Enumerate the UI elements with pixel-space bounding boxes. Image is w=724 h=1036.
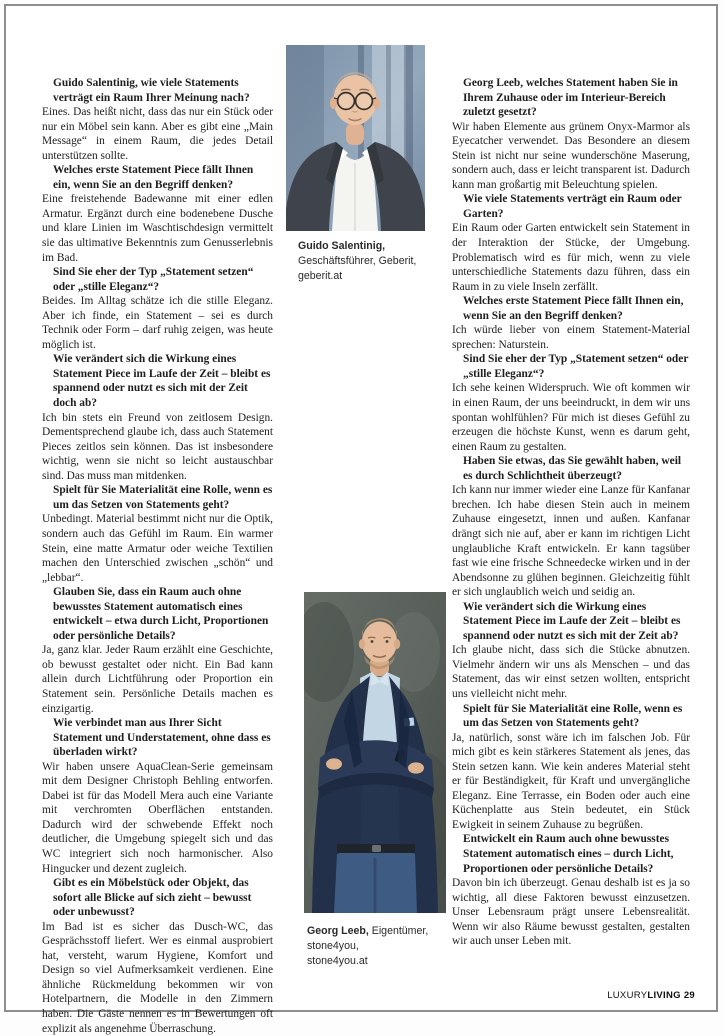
portrait-photo-1-illustration	[286, 45, 425, 231]
caption-name: Georg Leeb,	[307, 925, 369, 937]
interview-answer: Eines. Das heißt nicht, dass das nur ein Stück oder nur ein Möbel sein kann. Aber es gibt eine „Main Message“ in einem Raum, die jedes Detail unterstützen sollte.	[42, 106, 273, 162]
magazine-brand-bold: LIVING	[647, 990, 681, 1001]
interview-answer: Beides. Im Alltag schätze ich die stille Eleganz. Aber ich finde, ein Statement – sei es durch Technik oder Form – darf ruhig zeigen, was heute möglich ist.	[42, 295, 273, 351]
interview-answer: Ich sehe keinen Widerspruch. Wie oft kommen wir in einen Raum, der uns beeindruckt, in dem wir uns spontan wohlfühlen? Für mich ist dieses Gefühl zu erzeugen die höchste Kunst, wenn es darum geht, einen Raum zu gestalten.	[452, 382, 690, 453]
caption-website: stone4you.at	[307, 955, 368, 967]
interview-question: Welches erste Statement Piece fällt Ihnen ein, wenn Sie an den Begriff denken?	[53, 164, 254, 191]
interview-answer: Ich bin stets ein Freund von zeitlosem Design. Dementsprechend glaube ich, dass auch Statement Pieces zeitlos sein können. Das ist insbesondere wichtig, wenn sie nicht so leicht austauschbar sind. Das muss man mitdenken.	[42, 411, 273, 482]
page-number: 29	[683, 990, 695, 1001]
page-footer	[607, 990, 695, 1001]
interview-question: Georg Leeb, welches Statement haben Sie in Ihrem Zuhause oder im Interieur-Bereich zuletzt gesetzt?	[463, 77, 678, 119]
interview-answer: Wir haben Elemente aus grünem Onyx-Marmor als Eyecatcher verwendet. Das Besondere an diesem Stein ist nicht nur seine wunderschöne Maserung, sondern auch, dass er leicht transparent ist. Dadurch kann man großartig mit Beleuchtung spielen.	[452, 120, 690, 191]
interview-answer: Wir haben unsere AquaClean-Serie gemeinsam mit dem Designer Christoph Behling entworfen. Dabei ist für das Modell Mera auch eine Variante mit verchromten Oberflächen entstanden. Dadurch wird der schwebende Effekt noch deutlicher, die Umgebung spiegelt sich und das WC integriert sich noch harmonischer. Also Hingucker und dezent zugleich.	[42, 760, 273, 875]
interview-answer: Ich glaube nicht, dass sich die Stücke abnutzen. Vielmehr ändern wir uns als Menschen – und das Statement, das wir einst setzen wollten, entspricht uns vielleicht nicht mehr.	[452, 644, 690, 700]
photo-caption-georg	[307, 924, 445, 969]
interview-question: Wie verändert sich die Wirkung eines Statement Piece im Laufe der Zeit – bleibt es spannend oder nutzt es sich mit der Zeit ab?	[463, 600, 681, 642]
caption-role: Eigentümer,	[368, 925, 429, 937]
photo-caption-guido	[298, 239, 430, 284]
interview-question: Spielt für Sie Materialität eine Rolle, wenn es um das Setzen von Statements geht?	[53, 484, 273, 511]
interview-question: Wie verändert sich die Wirkung eines Statement Piece im Laufe der Zeit – bleibt es spannend oder nutzt es sich mit der Zeit doch ab?	[53, 353, 271, 410]
interview-question: Wie viele Statements verträgt ein Raum oder Garten?	[463, 193, 682, 220]
portrait-photo-2-illustration	[304, 592, 446, 913]
interview-question: Welches erste Statement Piece fällt Ihnen ein, wenn Sie an den Begriff denken?	[463, 295, 684, 322]
interview-answer: Im Bad ist es sicher das Dusch-WC, das Gesprächsstoff liefert. Wer es einmal ausprobiert hat, versteht, warum Hygiene, Komfort und Design so viel Aufmerksamkeit verdienen. Eine ähnliche Rückmeldung bekommen wir von Hotelpartnern, die Modelle in den Zimmern haben. Die Gäste nennen es in Bewertungen oft explizit als angenehme Überraschung.	[42, 920, 273, 1035]
interview-answer: Ich kann nur immer wieder eine Lanze für Kanfanar brechen. Ich habe diesen Stein auch in meinem Zuhause eingesetzt, innen und außen. Kanfanar drängt sich nie auf, aber er kann im richtigen Licht unglaubliche Kraft entwickeln. Er kann tagsüber fast wie eine frische Schneedecke wirken und in der Abendsonne zu glühen beginnen. Gleichzeitig fühlt er sich unglaublich weich und seidig an.	[452, 484, 690, 599]
interview-question: Haben Sie etwas, das Sie gewählt haben, weil es durch Schlichtheit überzeugt?	[463, 455, 682, 482]
interview-answer: Davon bin ich überzeugt. Genau deshalb ist es ja so wichtig, all diese Faktoren bewusst einzusetzen. Unser Lebensraum prägt unsere Lebensrealität. Wenn wir also Räume bewusst gestalten, gestalten wir auch unser Leben mit.	[452, 877, 690, 948]
interview-question: Guido Salentinig, wie viele Statements verträgt ein Raum Ihrer Meinung nach?	[53, 77, 250, 104]
interview-question: Gibt es ein Möbelstück oder Objekt, das sofort alle Blicke auf sich zieht – bewusst oder unbewusst?	[53, 877, 252, 919]
magazine-page	[4, 4, 718, 1035]
caption-role: Geschäftsführer, Geberit,	[298, 255, 417, 267]
interview-question: Spielt für Sie Materialität eine Rolle, wenn es um das Setzen von Statements geht?	[463, 702, 683, 730]
interview-answer: Ein Raum oder Garten entwickelt sein Statement in der Interaktion der Stücke, der Umgebung. Problematisch wird es für mich, wenn zu viele unterschiedliche Statements dazu führen, dass ein Raum in zu viele Inseln zerfällt.	[452, 222, 690, 293]
caption-website: geberit.at	[298, 270, 343, 282]
interview-question: Sind Sie eher der Typ „Statement setzen“ oder „stille Eleganz“?	[463, 353, 689, 380]
interview-answer: Unbedingt. Material bestimmt nicht nur die Optik, sondern auch das Gefühl im Raum. Ein warmer Stein, eine matte Armatur oder weiche Textilien machen den Unterschied zwischen „schön“ und „lebbar“.	[42, 513, 273, 584]
interview-answer: Ja, natürlich, sonst wäre ich im falschen Job. Für mich gibt es kein stärkeres Statement als jenes, das Stein setzen kann. Wie kein anderes Material steht er für Beständigkeit, für Kraft und unvergängliche Eleganz. Eine Terrasse, ein Boden oder auch eine Küchenplatte aus Stein bedeutet, ein Stück Ewigkeit in seinem Zuhause zu begrüßen.	[452, 731, 690, 831]
interview-column-right	[452, 76, 690, 949]
interview-answer: Ja, ganz klar. Jeder Raum erzählt eine Geschichte, ob bewusst gestaltet oder nicht. Ein Bad kann allein durch Lichtführung oder Proportion ein Statement sein. Persönliche Details machen es einzigartig.	[42, 644, 273, 715]
interview-answer: Ich würde lieber von einem Statement-Material sprechen: Naturstein.	[452, 324, 690, 351]
interview-question: Wie verbindet man aus Ihrer Sicht Statement und Understatement, ohne dass es überladen wirkt?	[53, 717, 271, 759]
magazine-brand-light: LUXURY	[607, 990, 648, 1001]
caption-name: Guido Salentinig,	[298, 240, 386, 252]
portrait-photo-guido-salentinig	[286, 45, 425, 231]
interview-question: Entwickelt ein Raum auch ohne bewusstes Statement automatisch eines – durch Licht, Proportionen oder persönliche Details?	[463, 833, 674, 875]
interview-question: Glauben Sie, dass ein Raum auch ohne bewusstes Statement automatisch eines entwickelt – etwa durch Licht, Proportionen oder persönliche Details?	[53, 586, 269, 642]
portrait-photo-georg-leeb	[304, 592, 446, 913]
caption-company: stone4you,	[307, 940, 359, 952]
interview-question: Sind Sie eher der Typ „Statement setzen“ oder „stille Eleganz“?	[53, 266, 254, 293]
interview-column-left	[42, 76, 273, 1036]
interview-answer: Eine freistehende Badewanne mit einer edlen Armatur. Ergänzt durch eine bodenebene Dusche und klare Linien im Waschtischdesign vermittelt sie das ultimative Bekenntnis zum Genusserlebnis im Bad.	[42, 193, 273, 264]
